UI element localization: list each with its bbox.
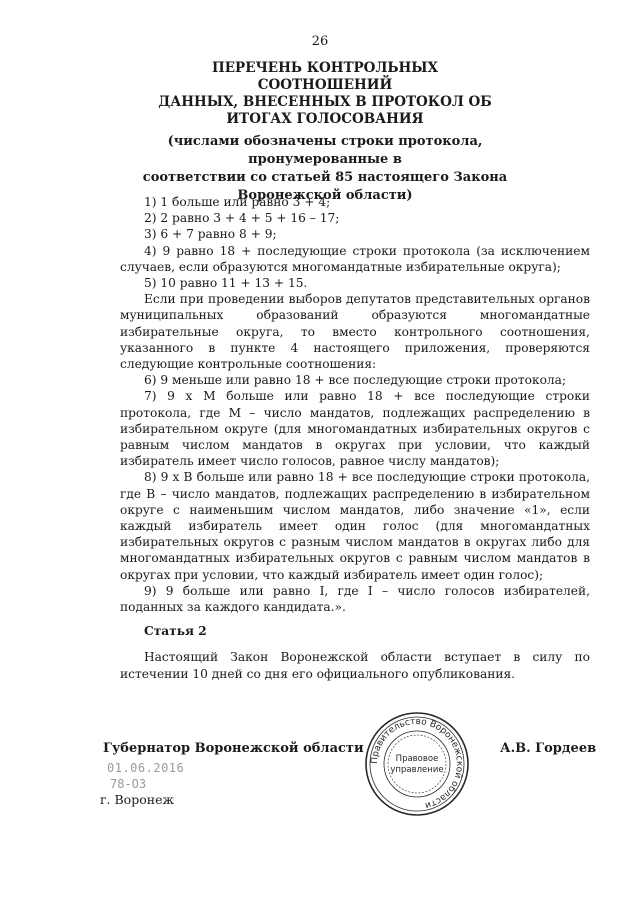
- seal-ring-text: Правительство Воронежской области: [369, 716, 465, 811]
- subtitle-line: соответствии со статьей 85 настоящего Закона: [142, 170, 508, 185]
- seal-center-line: управление: [390, 765, 444, 775]
- paragraph: 6) 9 меньше или равно 18 + все последующие строки протокола;: [144, 373, 567, 388]
- paragraph: 7) 9 x M больше или равно 18 + все последующие строки протокола, где M – число мандатов, подлежащих распределению в избирательном округе (для многомандатных избирательных округов с равным числом мандатов в округах при условии, что каждый избиратель имеет число голосов, равное числу мандатов);: [120, 389, 590, 469]
- subtitle-line: Воронежской области): [237, 188, 413, 203]
- paragraph: 3) 6 + 7 равно 8 + 9;: [144, 227, 277, 242]
- paragraph: 1) 1 больше или равно 3 + 4;: [144, 195, 331, 209]
- registration-number: 78-ОЗ: [110, 777, 147, 791]
- title-line: ИТОГАХ ГОЛОСОВАНИЯ: [226, 111, 424, 127]
- signing-city: г. Воронеж: [100, 792, 174, 807]
- paragraph: 8) 9 x B больше или равно 18 + все последующие строки протокола, где B – число мандатов, подлежащих распределению в избирательном округе с наименьшим числом мандатов, либо значение «1», если каждый избиратель имеет один голос (для многомандатных избирательных округов с разным числом мандатов в округах либо для многомандатных избирательных округов с равным числом мандатов в округах при условии, что каждый избиратель имеет один голос);: [120, 470, 590, 582]
- registration-date: 01.06.2016: [107, 761, 185, 775]
- title-line: ПЕРЕЧЕНЬ КОНТРОЛЬНЫХ СООТНОШЕНИЙ: [212, 60, 438, 93]
- article-heading: Статья 2: [144, 624, 207, 639]
- document-title: [150, 60, 500, 128]
- official-seal-icon: [363, 710, 471, 818]
- seal-center-line: Правовое: [395, 754, 439, 764]
- paragraph: Если при проведении выборов депутатов представительных органов муниципальных образований образуются многомандатные избирательные округа, то вместо контрольного соотношения, указанного в пункте 4 настоящего приложения, проверяются следующие контрольные соотношения:: [120, 292, 590, 372]
- document-body: [120, 194, 590, 682]
- signatory-name: А.В. Гордеев: [500, 741, 597, 756]
- paragraph: 5) 10 равно 11 + 13 + 15.: [144, 276, 308, 291]
- signatory-position: Губернатор Воронежской области: [103, 741, 364, 756]
- paragraph: 9) 9 больше или равно I, где I – число голосов избирателей, поданных за каждого кандидата.».: [120, 583, 590, 615]
- title-line: ДАННЫХ, ВНЕСЕННЫХ В ПРОТОКОЛ ОБ: [158, 94, 492, 110]
- page-number: 26: [311, 34, 329, 49]
- subtitle-line: (числами обозначены строки протокола, пронумерованные в: [167, 134, 483, 167]
- paragraph: 4) 9 равно 18 + последующие строки протокола (за исключением случаев, если образуются многомандатные избирательные округа);: [120, 243, 590, 274]
- law-text: Настоящий Закон Воронежской области вступает в силу по истечении 10 дней со дня его официального опубликования.: [120, 650, 590, 681]
- paragraph: 2) 2 равно 3 + 4 + 5 + 16 – 17;: [144, 211, 340, 226]
